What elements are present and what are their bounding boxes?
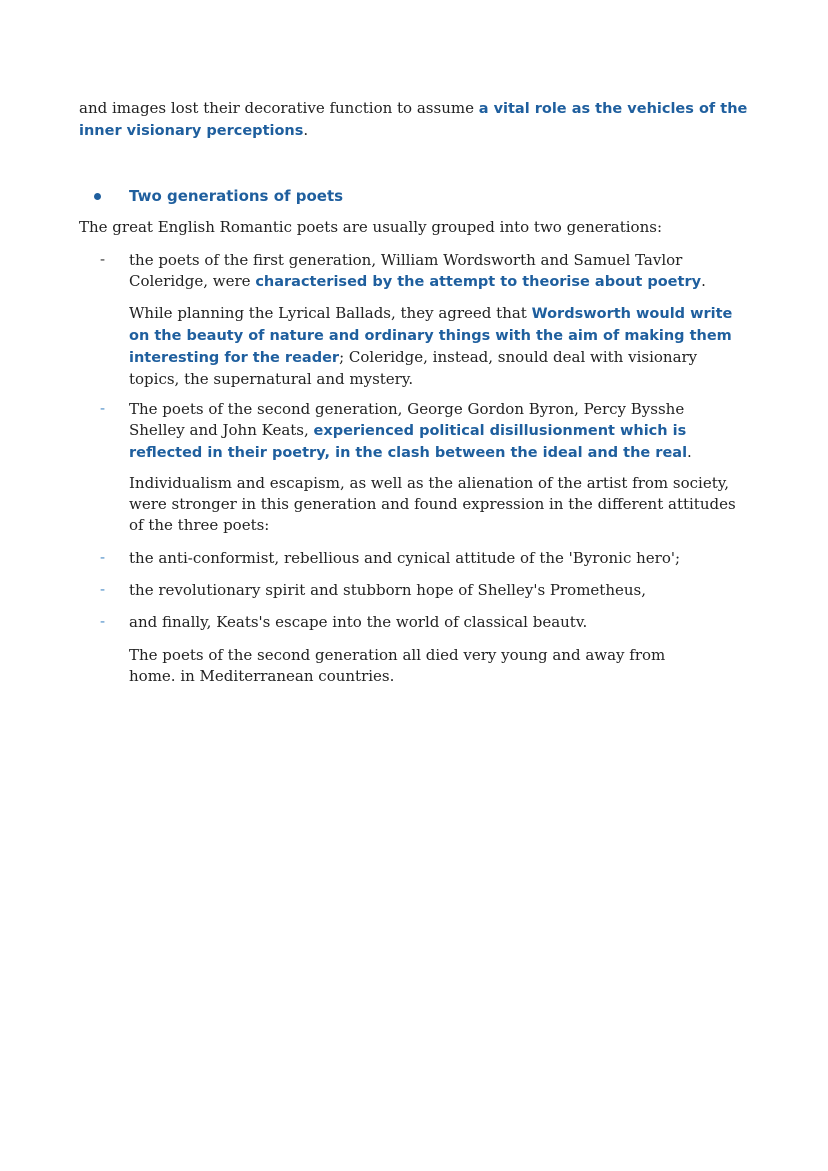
intro-text: and images lost their decorative function to assume xyxy=(79,99,479,117)
dash-marker: - xyxy=(100,250,106,268)
planning-paragraph xyxy=(129,303,739,390)
list-item-second-generation xyxy=(129,399,739,464)
list-item-end: . xyxy=(687,443,692,461)
list-item-text: The poets of the second generation, George Gordon Byron, Percy Bysshe Shelley and John Keats, xyxy=(129,400,685,439)
section-heading: Two generations of poets xyxy=(129,187,344,205)
planning-highlight: Wordsworth would write on the beauty of nature and ordinary things with the aim of making them interesting for the reader xyxy=(129,306,733,366)
list-item-highlight: experienced political disillusionment which is reflected in their poetry, in the clash between the ideal and the real xyxy=(129,423,688,461)
dash-marker: - xyxy=(100,580,106,598)
list-item-end: . xyxy=(701,272,706,290)
dash-marker: - xyxy=(100,612,106,630)
section-lead: The great English Romantic poets are usually grouped into two generations: xyxy=(79,218,663,236)
list-item-first-generation xyxy=(129,250,734,293)
bullet-dot-icon xyxy=(94,193,101,200)
list-item-byron: the anti-conformist, rebellious and cynical attitude of the 'Byronic hero'; xyxy=(129,549,681,567)
planning-end: ; Coleridge, instead, snould deal with visionary topics, the supernatural and mystery. xyxy=(129,348,698,388)
list-item-highlight: characterised by the attempt to theorise about poetry xyxy=(255,274,702,290)
dash-marker: - xyxy=(100,399,106,417)
intro-end: . xyxy=(303,121,309,139)
list-item-shelley: the revolutionary spirit and stubborn hope of Shelley's Prometheus, xyxy=(129,581,646,599)
intro-highlight: a vital role as the vehicles of the inner visionary perceptions xyxy=(79,101,748,139)
planning-text: While planning the Lyrical Ballads, they agreed that xyxy=(129,304,532,322)
list-item-keats: and finally, Keats's escape into the world of classical beautv. xyxy=(129,613,588,631)
dash-marker: - xyxy=(100,548,106,566)
list-item-text: the poets of the first generation, William Wordsworth and Samuel Tavlor Coleridge, were xyxy=(129,251,683,290)
closing-paragraph: The poets of the second generation all died very young and away from home. in Mediterranean countries. xyxy=(129,646,666,685)
intro-paragraph xyxy=(79,98,759,142)
individualism-paragraph: Individualism and escapism, as well as the alienation of the artist from society, were stronger in this generation and found expression in the different attitudes of the three poets: xyxy=(129,474,736,534)
